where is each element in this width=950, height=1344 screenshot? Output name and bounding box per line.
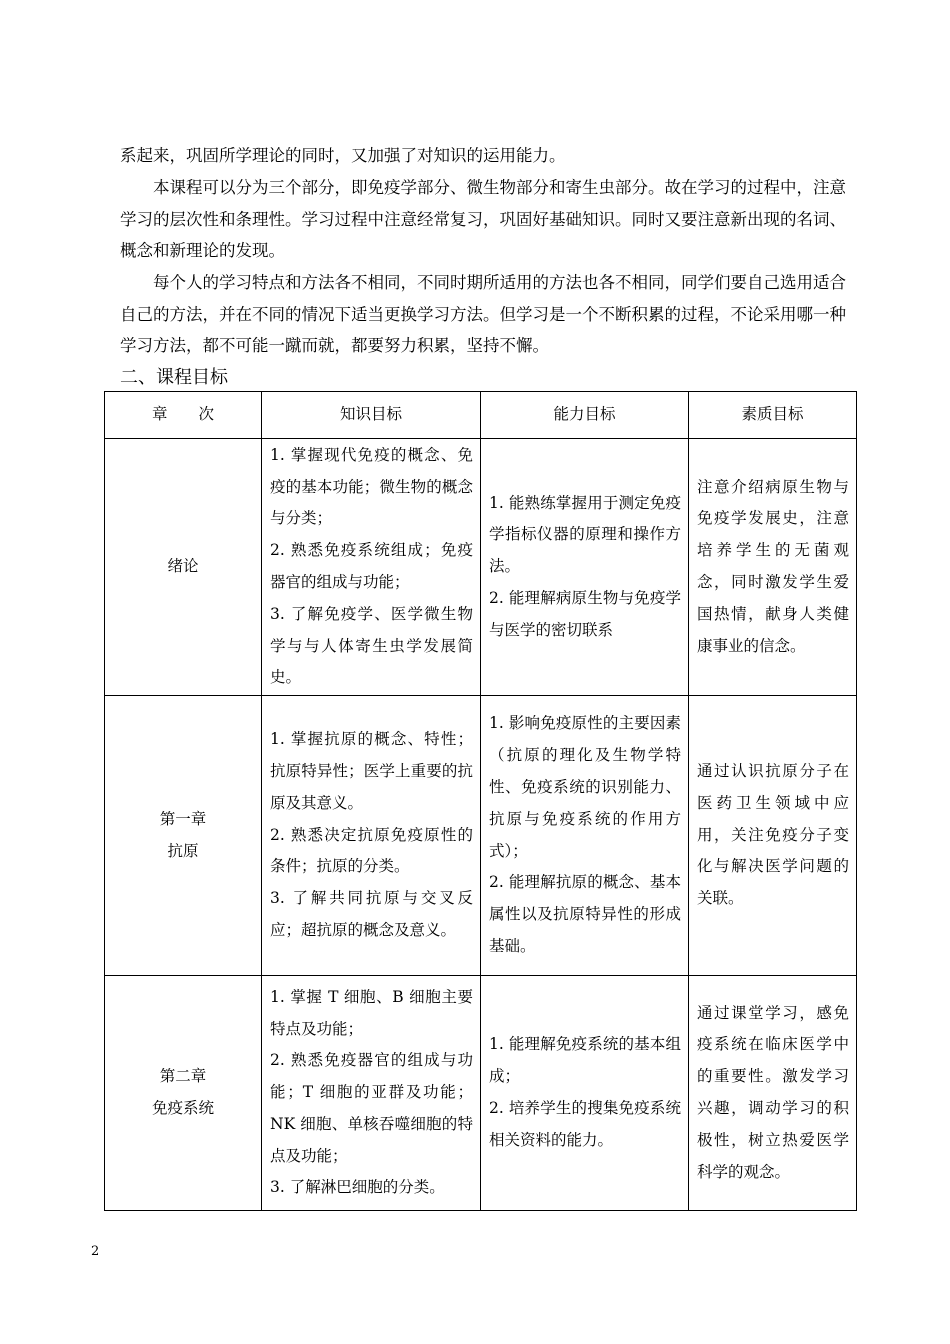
- knowledge-item: 2. 熟悉免疫器官的组成与功能；T 细胞的亚群及功能；NK 细胞、单核吞噬细胞的特点及功能；: [270, 1051, 473, 1165]
- chapter-number: 第一章: [159, 809, 207, 828]
- header-chapter: 章 次: [105, 392, 262, 439]
- knowledge-cell: [262, 439, 481, 696]
- knowledge-item: 1. 掌握 T 细胞、B 细胞主要特点及功能；: [270, 987, 473, 1038]
- knowledge-item: 1. 掌握现代免疫的概念、免疫的基本功能；微生物的概念与分类；: [270, 445, 473, 528]
- quality-cell: [689, 696, 857, 976]
- quality-cell: [689, 439, 857, 696]
- knowledge-item: 3. 了解淋巴细胞的分类。: [270, 1178, 445, 1197]
- section-title: 二、课程目标: [120, 367, 228, 388]
- quality-text: 通过认识抗原分子在医药卫生领域中应用，关注免疫分子变化与解决医学问题的关联。: [697, 762, 849, 908]
- ability-item: 2. 能理解病原生物与免疫学与医学的密切联系: [489, 588, 681, 639]
- chapter-cell: [105, 976, 262, 1211]
- knowledge-item: 2. 熟悉决定抗原免疫原性的条件；抗原的分类。: [270, 825, 473, 876]
- chapter-number: 绪论: [167, 557, 199, 576]
- ability-cell: [481, 976, 689, 1211]
- chapter-cell: [105, 439, 262, 696]
- knowledge-item: 1. 掌握抗原的概念、特性；抗原特异性；医学上重要的抗原及其意义。: [270, 730, 473, 812]
- paragraph-2: 本课程可以分为三个部分，即免疫学部分、微生物部分和寄生虫部分。故在学习的过程中，注意学习的层次性和条理性。学习过程中注意经常复习，巩固好基础知识。同时又要注意新出现的名词、概念和新理论的发现。: [120, 178, 846, 260]
- course-goals-table: [104, 391, 857, 1211]
- knowledge-item: 3. 了解免疫学、医学微生物学与与人体寄生虫学发展简史。: [270, 604, 473, 687]
- paragraph-3: 每个人的学习特点和方法各不相同，不同时期所适用的方法也各不相同，同学们要自己选用适合自己的方法，并在不同的情况下适当更换学习方法。但学习是一个不断积累的过程，不论采用哪一种学习方法，都不可能一蹴而就，都要努力积累，坚持不懈。: [120, 273, 846, 355]
- ability-item: 1. 能熟练掌握用于测定免疫学指标仪器的原理和操作方法。: [489, 493, 681, 576]
- ability-item: 1. 影响免疫原性的主要因素（抗原的理化及生物学特性、免疫系统的识别能力、抗原与免疫系统的作用方式）；: [489, 714, 681, 860]
- header-knowledge: 知识目标: [262, 392, 481, 439]
- chapter-title: 免疫系统: [151, 1099, 214, 1117]
- table-row: [105, 976, 857, 1211]
- knowledge-cell: [262, 976, 481, 1211]
- knowledge-cell: [262, 696, 481, 976]
- ability-item: 1. 能理解免疫系统的基本组成；: [489, 1035, 681, 1086]
- ability-cell: [481, 439, 689, 696]
- chapter-cell: [105, 696, 262, 976]
- table-header-row: [105, 392, 857, 439]
- quality-cell: [689, 976, 857, 1211]
- chapter-number: 第二章: [159, 1067, 207, 1086]
- page-number: 2: [91, 1244, 100, 1259]
- ability-item: 2. 培养学生的搜集免疫系统相关资料的能力。: [489, 1099, 681, 1149]
- knowledge-item: 3. 了解共同抗原与交叉反应；超抗原的概念及意义。: [270, 889, 473, 939]
- ability-item: 2. 能理解抗原的概念、基本属性以及抗原特异性的形成基础。: [489, 873, 681, 955]
- table-row: [105, 696, 857, 976]
- quality-text: 注意介绍病原生物与免疫学发展史，注意培养学生的无菌观念，同时激发学生爱国热情，献身人类健康事业的信念。: [697, 477, 849, 655]
- table-row: [105, 439, 857, 696]
- paragraph-1: 系起来，巩固所学理论的同时，又加强了对知识的运用能力。: [120, 146, 566, 165]
- ability-cell: [481, 696, 689, 976]
- header-quality: 素质目标: [689, 392, 857, 439]
- chapter-title: 抗原: [167, 841, 199, 860]
- knowledge-item: 2. 熟悉免疫系统组成；免疫器官的组成与功能；: [270, 541, 473, 591]
- header-ability: 能力目标: [481, 392, 689, 439]
- quality-text: 通过课堂学习，感免疫系统在临床医学中的重要性。激发学习兴趣，调动学习的积极性，树立热爱医学科学的观念。: [697, 1003, 849, 1181]
